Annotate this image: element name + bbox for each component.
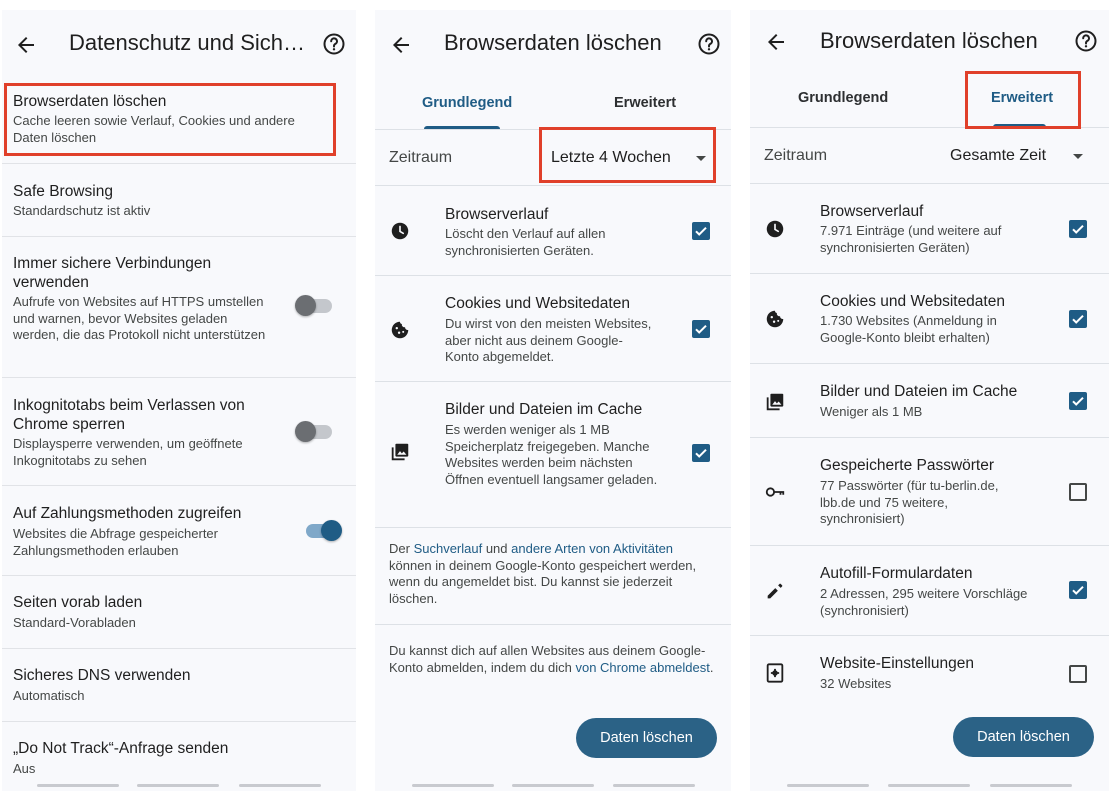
settings-item-title: Browserdaten löschen [13, 93, 167, 110]
settings-item-subtitle: Aufrufe von Websites auf HTTPS umstellen und warnen, bevor Websites geladen werden, die das Protokoll nicht unterstützen [13, 294, 266, 342]
highlight-box-time-range [539, 127, 716, 183]
row-title: Gespeicherte Passwörter [820, 457, 995, 474]
tab-basic[interactable]: Grundlegend [798, 90, 889, 106]
data-row-history[interactable] [750, 185, 1109, 274]
time-range-label: Zeitraum [389, 149, 453, 166]
row-subtitle: Weniger als 1 MB [820, 404, 923, 419]
passwords-checkbox[interactable] [1069, 483, 1087, 501]
settings-item-subtitle: Standard-Vorabladen [13, 615, 136, 630]
settings-item-title: Safe Browsing [13, 183, 113, 200]
highlight-box-clear-data [4, 83, 336, 156]
tab-bar [375, 80, 731, 130]
row-title: Cookies und Websitedaten [445, 295, 630, 312]
checkmark-icon [1070, 393, 1086, 409]
toggle-knob [295, 421, 316, 442]
settings-item-secure-dns[interactable] [2, 648, 356, 721]
info-text: und [482, 541, 512, 556]
data-row-cookies[interactable] [375, 276, 731, 382]
cookie-icon [389, 319, 411, 341]
settings-item-subtitle: Automatisch [13, 688, 85, 703]
site-settings-checkbox[interactable] [1069, 665, 1087, 683]
nav-bar-segment [888, 784, 970, 787]
clock-icon [764, 218, 786, 240]
info-text: Du kannst dich auf allen Websites aus deinem Google-Konto abmelden, indem du dich [389, 643, 706, 675]
nav-bar-segment [412, 784, 494, 787]
autofill-checkbox[interactable] [1069, 581, 1087, 599]
checkmark-icon [1070, 582, 1086, 598]
clear-data-button[interactable]: Daten löschen [576, 718, 717, 758]
settings-item-preload[interactable] [2, 575, 356, 648]
tab-advanced[interactable]: Erweitert [991, 90, 1054, 106]
info-text: Der [389, 541, 414, 556]
nav-bar-segment [512, 784, 594, 787]
settings-item-subtitle: Displaysperre verwenden, um geöffnete Inkognitotabs zu sehen [13, 436, 243, 468]
cookies-checkbox[interactable] [1069, 310, 1087, 328]
tab-advanced[interactable]: Erweitert [614, 95, 677, 111]
settings-item-title: Inkognitotabs beim Verlassen von Chrome sperren [13, 397, 245, 433]
data-row-cache[interactable] [750, 364, 1109, 438]
row-title: Cookies und Websitedaten [820, 293, 1005, 310]
row-subtitle: 1.730 Websites (Anmeldung in Google-Konto bleibt erhalten) [820, 313, 997, 345]
settings-item-subtitle: Cache leeren sowie Verlauf, Cookies und andere Daten löschen [13, 113, 295, 145]
info-text: können in deinem Google-Konto gespeichert werden, wenn du angemeldet bist. Du kannst sie jederzeit löschen. [389, 557, 697, 606]
back-arrow-icon[interactable] [389, 33, 413, 57]
tab-indicator [424, 126, 500, 129]
nav-bar-segment [787, 784, 869, 787]
toggle-knob [321, 520, 342, 541]
sign-out-info-text [389, 643, 717, 676]
row-subtitle: 77 Passwörter (für tu-berlin.de, lbb.de und 75 weitere, synchronisiert) [820, 478, 999, 526]
settings-item-safe-browsing[interactable] [2, 163, 356, 236]
nav-bar-segment [37, 784, 119, 787]
site-settings-icon [764, 662, 786, 684]
settings-item-subtitle: Aus [13, 761, 36, 776]
data-row-site-settings[interactable] [750, 636, 1109, 706]
row-subtitle: 2 Adressen, 295 weitere Vorschläge (synchronisiert) [820, 586, 1028, 618]
row-title: Bilder und Dateien im Cache [445, 401, 643, 418]
back-arrow-icon[interactable] [14, 33, 38, 57]
tab-basic[interactable]: Grundlegend [422, 95, 513, 111]
checkmark-icon [693, 445, 709, 461]
cache-checkbox[interactable] [1069, 392, 1087, 410]
row-subtitle: 32 Websites [820, 676, 892, 691]
help-icon[interactable] [1074, 29, 1098, 53]
page-title: Browserdaten löschen [444, 30, 662, 55]
activity-info-text [389, 541, 717, 607]
sign-out-chrome-link[interactable]: von Chrome abmeldest [575, 659, 710, 675]
settings-item-subtitle: Standardschutz ist aktiv [13, 203, 151, 218]
app-bar [2, 10, 356, 80]
settings-item-title: Seiten vorab laden [13, 594, 143, 611]
lock-incognito-toggle[interactable] [298, 425, 332, 439]
data-row-cookies[interactable] [750, 274, 1109, 364]
data-row-passwords[interactable] [750, 438, 1109, 546]
cookies-checkbox[interactable] [692, 320, 710, 338]
nav-bar-segment [137, 784, 219, 787]
nav-bar-segment [239, 784, 321, 787]
help-icon[interactable] [322, 32, 346, 56]
nav-bar-segment [613, 784, 695, 787]
back-arrow-icon[interactable] [764, 30, 788, 54]
history-checkbox[interactable] [1069, 220, 1087, 238]
app-bar [750, 10, 1109, 80]
time-range-select[interactable]: Gesamte Zeit [950, 147, 1047, 164]
data-row-autofill[interactable] [750, 546, 1109, 636]
time-range-label: Zeitraum [764, 147, 828, 164]
row-title: Browserverlauf [445, 206, 549, 223]
checkmark-icon [1070, 221, 1086, 237]
other-activity-link[interactable]: andere Arten von Aktivitäten [511, 541, 674, 556]
highlight-box-advanced-tab [965, 71, 1081, 129]
history-checkbox[interactable] [692, 222, 710, 240]
key-icon [764, 481, 786, 503]
payment-methods-toggle[interactable] [306, 524, 340, 538]
row-title: Browserverlauf [820, 203, 924, 220]
time-range-select[interactable]: Letzte 4 Wochen [551, 149, 671, 166]
settings-item-do-not-track[interactable] [2, 721, 356, 791]
pencil-icon [764, 580, 786, 602]
settings-item-lock-incognito[interactable] [2, 377, 356, 485]
page-title: Datenschutz und Sich… [69, 30, 306, 55]
image-icon [389, 441, 411, 463]
settings-item-title: Auf Zahlungsmethoden zugreifen [13, 505, 242, 522]
cache-checkbox[interactable] [692, 444, 710, 462]
app-bar [375, 10, 731, 80]
checkmark-icon [693, 321, 709, 337]
image-icon [764, 391, 786, 413]
dropdown-caret-icon[interactable] [1073, 154, 1083, 159]
data-row-history[interactable] [375, 187, 731, 276]
help-icon[interactable] [697, 32, 721, 56]
time-range-row [750, 129, 1109, 184]
row-subtitle: Du wirst von den meisten Websites, aber nicht aus deinem Google-Konto abgemeldet. [445, 316, 652, 364]
checkmark-icon [693, 223, 709, 239]
settings-item-subtitle: Websites die Abfrage gespeicherter Zahlungsmethoden erlauben [13, 526, 218, 558]
https-toggle[interactable] [298, 299, 332, 313]
settings-item-title: Sicheres DNS verwenden [13, 667, 191, 684]
page-title: Browserdaten löschen [820, 28, 1038, 53]
settings-item-payment-methods[interactable] [2, 485, 356, 575]
checkmark-icon [1070, 311, 1086, 327]
cookie-icon [764, 308, 786, 330]
row-subtitle: Es werden weniger als 1 MB Speicherplatz freigegeben. Manche Websites werden beim nächsten Öffnen eventuell langsamer geladen. [445, 422, 658, 487]
settings-item-https[interactable] [2, 236, 356, 377]
row-title: Autofill-Formulardaten [820, 565, 973, 582]
row-title: Website-Einstellungen [820, 655, 974, 672]
divider [375, 624, 731, 625]
clock-icon [389, 220, 411, 242]
row-title: Bilder und Dateien im Cache [820, 383, 1018, 400]
settings-item-title: Immer sichere Verbindungen verwenden [13, 255, 212, 291]
row-subtitle: 7.971 Einträge (und weitere auf synchronisierten Geräten) [820, 223, 1002, 255]
search-history-link[interactable]: Suchverlauf [413, 541, 483, 556]
nav-bar-segment [990, 784, 1072, 787]
toggle-knob [295, 295, 316, 316]
row-subtitle: Löscht den Verlauf auf allen synchronisierten Geräten. [445, 226, 606, 258]
data-row-cache[interactable] [375, 382, 731, 528]
clear-data-button[interactable]: Daten löschen [953, 717, 1094, 757]
info-text: . [709, 659, 714, 675]
settings-item-title: „Do Not Track“-Anfrage senden [13, 740, 229, 757]
